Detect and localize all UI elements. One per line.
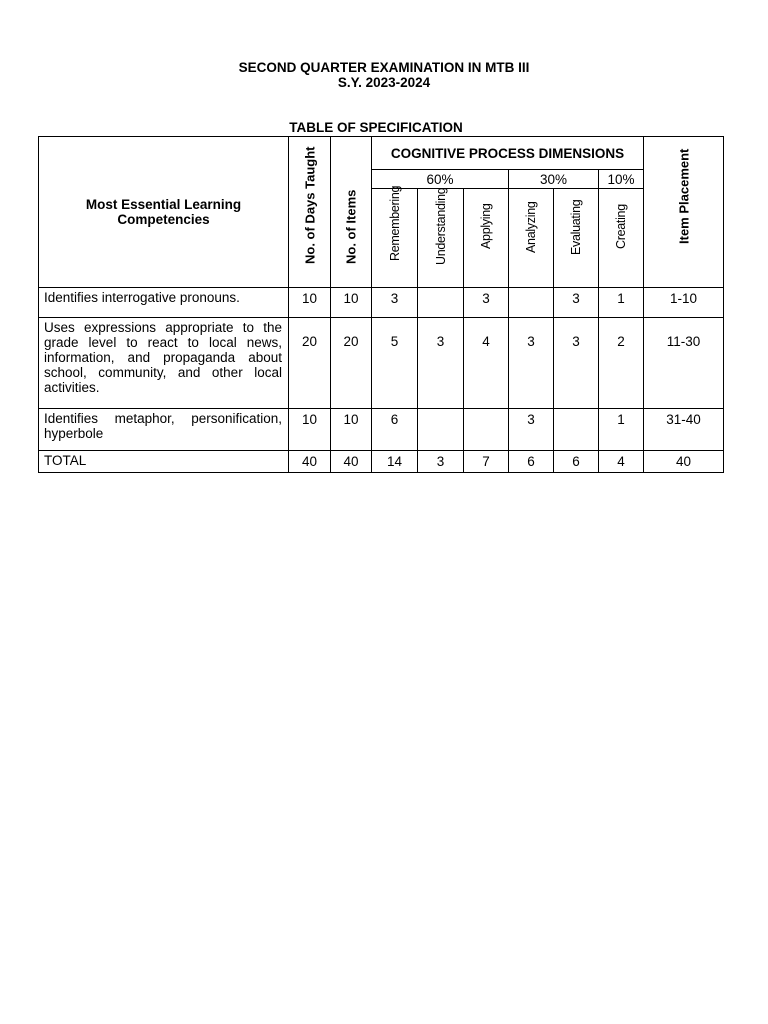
days-cell: 10 <box>289 288 331 318</box>
items-cell: 40 <box>331 451 372 473</box>
applying-cell: 3 <box>464 288 509 318</box>
pct-group-middle: 30% <box>509 170 599 189</box>
table-title: TABLE OF SPECIFICATION <box>289 120 463 135</box>
school-year: S.Y. 2023-2024 <box>337 75 431 90</box>
competency-cell: Uses expressions appropriate to the grade level to react to local news, information, and propaganda about school, community, and other local activities. <box>39 318 289 409</box>
applying-cell: 4 <box>464 318 509 409</box>
understanding-cell: 3 <box>418 318 464 409</box>
evaluating-cell <box>554 409 599 451</box>
header-evaluating: Evaluating <box>554 189 599 288</box>
understanding-cell: 3 <box>418 451 464 473</box>
creating-cell: 1 <box>599 409 644 451</box>
analyzing-cell: 3 <box>509 409 554 451</box>
header-remembering: Remembering <box>372 189 418 288</box>
table-row <box>39 318 724 409</box>
days-cell: 10 <box>289 409 331 451</box>
remembering-cell: 5 <box>372 318 418 409</box>
total-label: TOTAL <box>39 451 289 473</box>
applying-cell <box>464 409 509 451</box>
table-row <box>39 409 724 451</box>
header-cognitive-process: COGNITIVE PROCESS DIMENSIONS <box>372 137 644 170</box>
placement-cell: 40 <box>644 451 724 473</box>
creating-cell: 1 <box>599 288 644 318</box>
understanding-cell <box>418 288 464 318</box>
total-row <box>39 451 724 473</box>
items-cell: 10 <box>331 288 372 318</box>
analyzing-cell: 6 <box>509 451 554 473</box>
pct-group-higher: 10% <box>599 170 644 189</box>
placement-cell: 1-10 <box>644 288 724 318</box>
header-competencies: Most Essential Learning Competencies <box>39 137 289 288</box>
header-item-placement: Item Placement <box>644 137 724 288</box>
creating-cell: 4 <box>599 451 644 473</box>
placement-cell: 11-30 <box>644 318 724 409</box>
understanding-cell <box>418 409 464 451</box>
evaluating-cell: 3 <box>554 288 599 318</box>
header-analyzing: Analyzing <box>509 189 554 288</box>
analyzing-cell: 3 <box>509 318 554 409</box>
competency-cell: Identifies metaphor, personification, hyperbole <box>39 409 289 451</box>
remembering-cell: 6 <box>372 409 418 451</box>
days-cell: 40 <box>289 451 331 473</box>
items-cell: 20 <box>331 318 372 409</box>
remembering-cell: 14 <box>372 451 418 473</box>
pct-group-lower: 60% <box>372 170 509 189</box>
competency-cell: Identifies interrogative pronouns. <box>39 288 289 318</box>
header-applying: Applying <box>464 189 509 288</box>
header-creating: Creating <box>599 189 644 288</box>
creating-cell: 2 <box>599 318 644 409</box>
evaluating-cell: 3 <box>554 318 599 409</box>
header-days-taught: No. of Days Taught <box>289 137 331 288</box>
items-cell: 10 <box>331 409 372 451</box>
specification-table <box>38 136 724 473</box>
remembering-cell: 3 <box>372 288 418 318</box>
placement-cell: 31-40 <box>644 409 724 451</box>
applying-cell: 7 <box>464 451 509 473</box>
table-row <box>39 288 724 318</box>
header-understanding: Understanding <box>418 189 464 288</box>
days-cell: 20 <box>289 318 331 409</box>
evaluating-cell: 6 <box>554 451 599 473</box>
header-no-of-items: No. of Items <box>331 137 372 288</box>
analyzing-cell <box>509 288 554 318</box>
exam-title: SECOND QUARTER EXAMINATION IN MTB III <box>238 60 530 75</box>
